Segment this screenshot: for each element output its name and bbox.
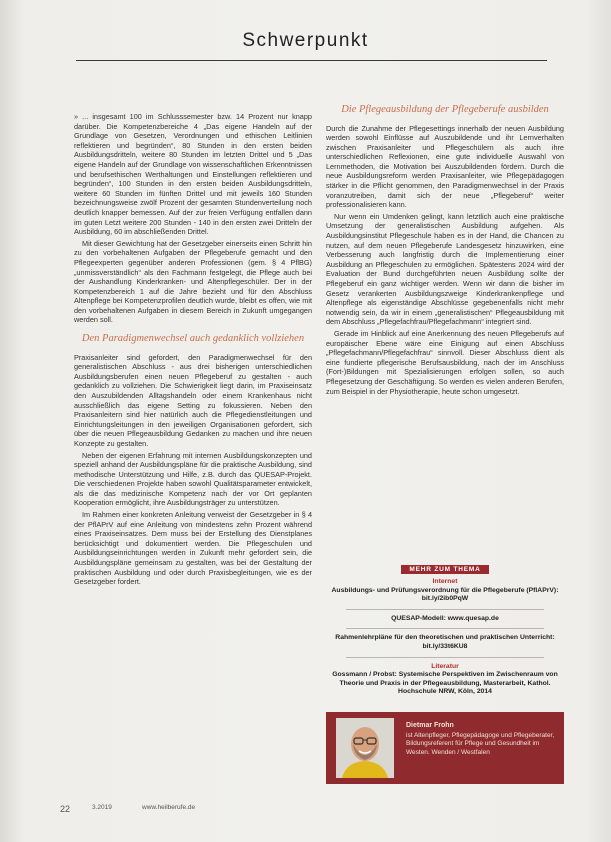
literature-section: [326, 663, 564, 697]
author-photo: [336, 718, 394, 778]
quesap-section: [326, 615, 564, 624]
author-bio: ist Altenpfleger, Pflegepädagoge und Pflegeberater, Bildungsreferent für Pflege und Gesundheit im Westen. Wenden / Westfalen: [406, 732, 555, 756]
body-paragraph: Gerade im Hinblick auf eine Anerkennung des neuen Pflegeberufs auf europäischer Ebene wäre eine Einigung auf einen Abschluss „Pflegefachmann/Pflegefachfrau“ sinnvoll. Dieser Abschluss dient als eine fundierte pflegerische Berufsausbildung, nach der im Anschluss (Fort-)Bildungen mit Spezialisierungen erfolgen sollen, so auch Pflegesetzung der Geschäftigung. So werden es vielen anderen Berufen, zum Beispiel in der Physiotherapie, heute schon umgesetzt.: [326, 328, 564, 396]
rahmen-link[interactable]: Rahmenlehrpläne für den theoretischen und praktischen Unterricht: bit.ly/33t6KU8: [335, 634, 555, 650]
literature-text: Gossmann / Probst: Systemische Perspektiven im Zwischenraum von Theorie und Praxis in der Pflegeausbildung, Masterarbeit, Kathol. Hochschule NRW, Köln, 2014: [332, 671, 558, 696]
author-box: [326, 712, 564, 784]
body-paragraph: Praxisanleiter sind gefordert, den Paradigmenwechsel für den generalistischen Abschluss - aus drei bisherigen unterschiedlichen Ausbildungsberufen einen neuen Pflegeberuf zu gestalten - auch gedanklich zu vollziehen. Die Schwierigkeit liegt darin, im Praxiseinsatz den Auszubildenden Alltagshandeln oder einem Krankenhaus nicht ausschließlich das eigene Setting zu fokussieren. Neben den Praxisanleitern sind hier natürlich auch die Pflegedienstleitungen und Einrichtungsleitungen in den jeweiligen Organisationen gefordert, sich über die neuen Pflegeausbildung Gedanken zu machen und ihre neuen Konzepte zu gestalten.: [74, 352, 312, 448]
right-column: [326, 104, 564, 398]
divider: [346, 628, 544, 629]
page-number: 22: [60, 804, 71, 814]
website-link[interactable]: www.heilberufe.de: [142, 804, 196, 811]
internet-link[interactable]: Ausbildungs- und Prüfungsverordnung für die Pflegeberufe (PflAPrV): bit.ly/2ib0PqW: [331, 586, 559, 603]
subheading: Den Paradigmenwechsel auch gedanklich vollziehen: [81, 333, 305, 345]
internet-label: Internet: [432, 578, 458, 585]
body-paragraph: » ... insgesamt 100 im Schlusssemester bzw. 14 Prozent nur knapp darüber. Die Kompetenzbereiche 4 „Das eigene Handeln auf der Grundlage von Gesetzen, Verordnungen und ethischen Leitlinien reflektieren und begründen“, 80 Stunden in den ersten beiden Ausbildungsdritteln, weitere 80 Stunden im letzten Drittel und 5 „Das eigene Handeln auf der Grundlage von wissenschaftlichen Erkenntnissen und berufsethischen Werthaltungen und Einstellungen reflektieren und begründen“, 100 Stunden in den ersten beiden Ausbildungsdritteln, weitere 60 Stunden im fünften Drittel und mit jeweils 160 Stunden bezeichnungsweise zwölf Prozent der gesamten Stundenverteilung noch deutlich knapper bemessen. Auf der zur freien Verfügung entfallen dann im guten Letzt weitere 200 Stunden - 140 in den ersten zwei Dritteln der Ausbildung, 60 im abschließenden Drittel.: [74, 112, 312, 237]
body-paragraph: Durch die Zunahme der Pflegesettings innerhalb der neuen Ausbildung werden sowohl Einflüsse auf Auszubildende und ihr Lernverhalten zwischen Praxisanleiter und Pflegeschülern als auch ihre unterschiedlichen Reflexionen, eine gute individuelle Auswahl von Lernmethoden, die Motivation bei Auszubildenden fördern. Durch die neue Ausbildungsreform werden Praxisanleiter, wie Pflegepädagogen stärker in die Pflicht genommen, den Paradigmenwechsel in der Praxis voranzutreiben, damit sich der neue „Pflegeberuf“ weiter professionalisieren kann.: [326, 123, 564, 210]
divider: [346, 609, 544, 610]
issue-label: 3.2019: [92, 804, 112, 811]
body-paragraph: Neben der eigenen Erfahrung mit internen Ausbildungskonzepten und speziell anhand der Ausbildungspläne für die praktische Ausbildung, sind methodische Unterstützung und Hilfe, z.B. durch das QUESAP-Projekt. Die verschiedenen Projekte haben sowohl Qualitätsparameter entwickelt, als die das medizinische Kompetenz nach der vor Ort geplanten Kooperation ermöglicht, ihre Ausbildungsträger zu unterstützen.: [74, 450, 312, 508]
left-column: [74, 112, 312, 589]
subheading: Die Pflegeausbildung der Pflegeberufe ausbilden: [341, 104, 549, 115]
header-rule: [76, 60, 547, 61]
portrait-icon: [336, 718, 394, 778]
body-paragraph: Im Rahmen einer konkreten Anleitung verweist der Gesetzgeber in § 4 der PflAPrV auf eine Anleitung von mindestens zehn Prozent während eines Praxiseinsatzes. Dem muss bei der Erstellung des Dienstplanes berücksichtigt und dokumentiert werden. Die Pflegeschulen und Ausbildungseinrichtungen werden in Zukunft mehr gefordert sein, die Ausbildungspläne gemeinsam zu gestalten, was bei der Gestaltung der praktischen Ausbildung und oder durch Praxisbegleitungen, wie es der Gesetzgeber fordert.: [74, 510, 312, 587]
literature-label: Literatur: [431, 662, 459, 670]
body-paragraph: Mit dieser Gewichtung hat der Gesetzgeber einerseits einen Schritt hin zu den vorbehaltenen Aufgaben der Pflegeberufe gemacht und den Pflegeexperten gegenüber anderen Professionen (gem. § 4 PflBG) „unmissverständlich“ als den Fachmann festgelegt, die Pflege auch bei der Aushandlung Kinderkranken- und Altenpflegeschüler. Der in der Kompetenzbereich 1 auf die Jahre bezieht und für den Abschluss Altenpflege bei Kompetenzprofilen deutlich wurde, bleibt es offen, wie mit den vorbehaltenen Aufgaben in diesem Bereich in Zukunft umgegangen werden soll.: [74, 238, 312, 325]
rahmen-section: [326, 634, 564, 651]
divider: [346, 657, 544, 658]
author-name: Dietmar Frohn: [406, 722, 454, 729]
more-info-box: [326, 565, 564, 700]
quesap-link[interactable]: QUESAP-Modell: www.quesap.de: [391, 614, 499, 622]
box-title: MEHR ZUM THEMA: [401, 565, 489, 574]
body-paragraph: Nur wenn ein Umdenken gelingt, kann letztlich auch eine praktische Umsetzung der generalistischen Ausbildung aufgehen. Als Ausbildungsinstitut Pflegeschule haben es in der Hand, die Chancen zu nutzen, auf dem neuen Pflegeberufe Landesgesetz hinzuwirken, eine Verbesserung auch langfristig durch die Implementierung einer Ausbildung an Pflegeschulen zu ermöglichen. Spätestens 2024 wird der Evaluation der Bund durchgeführten neuen Ausbildung sollte der Pflegeberuf ein ganz wichtiger werden. Wenn wir dann die bisher im Gesetz verankerten Ausbildungszweige Kinderkrankenpflege und Altenpflege als eigenständige Abschlüsse gegebenenfalls nicht mehr notwendig sein, da wir in einem „generalistischen“ Pflegeausbildung mit dem Abschluss „Pflegefachfrau/Pflegefachmann“ integriert sind.: [326, 211, 564, 327]
section-title: Schwerpunkt: [242, 30, 369, 51]
internet-section: [326, 578, 564, 604]
